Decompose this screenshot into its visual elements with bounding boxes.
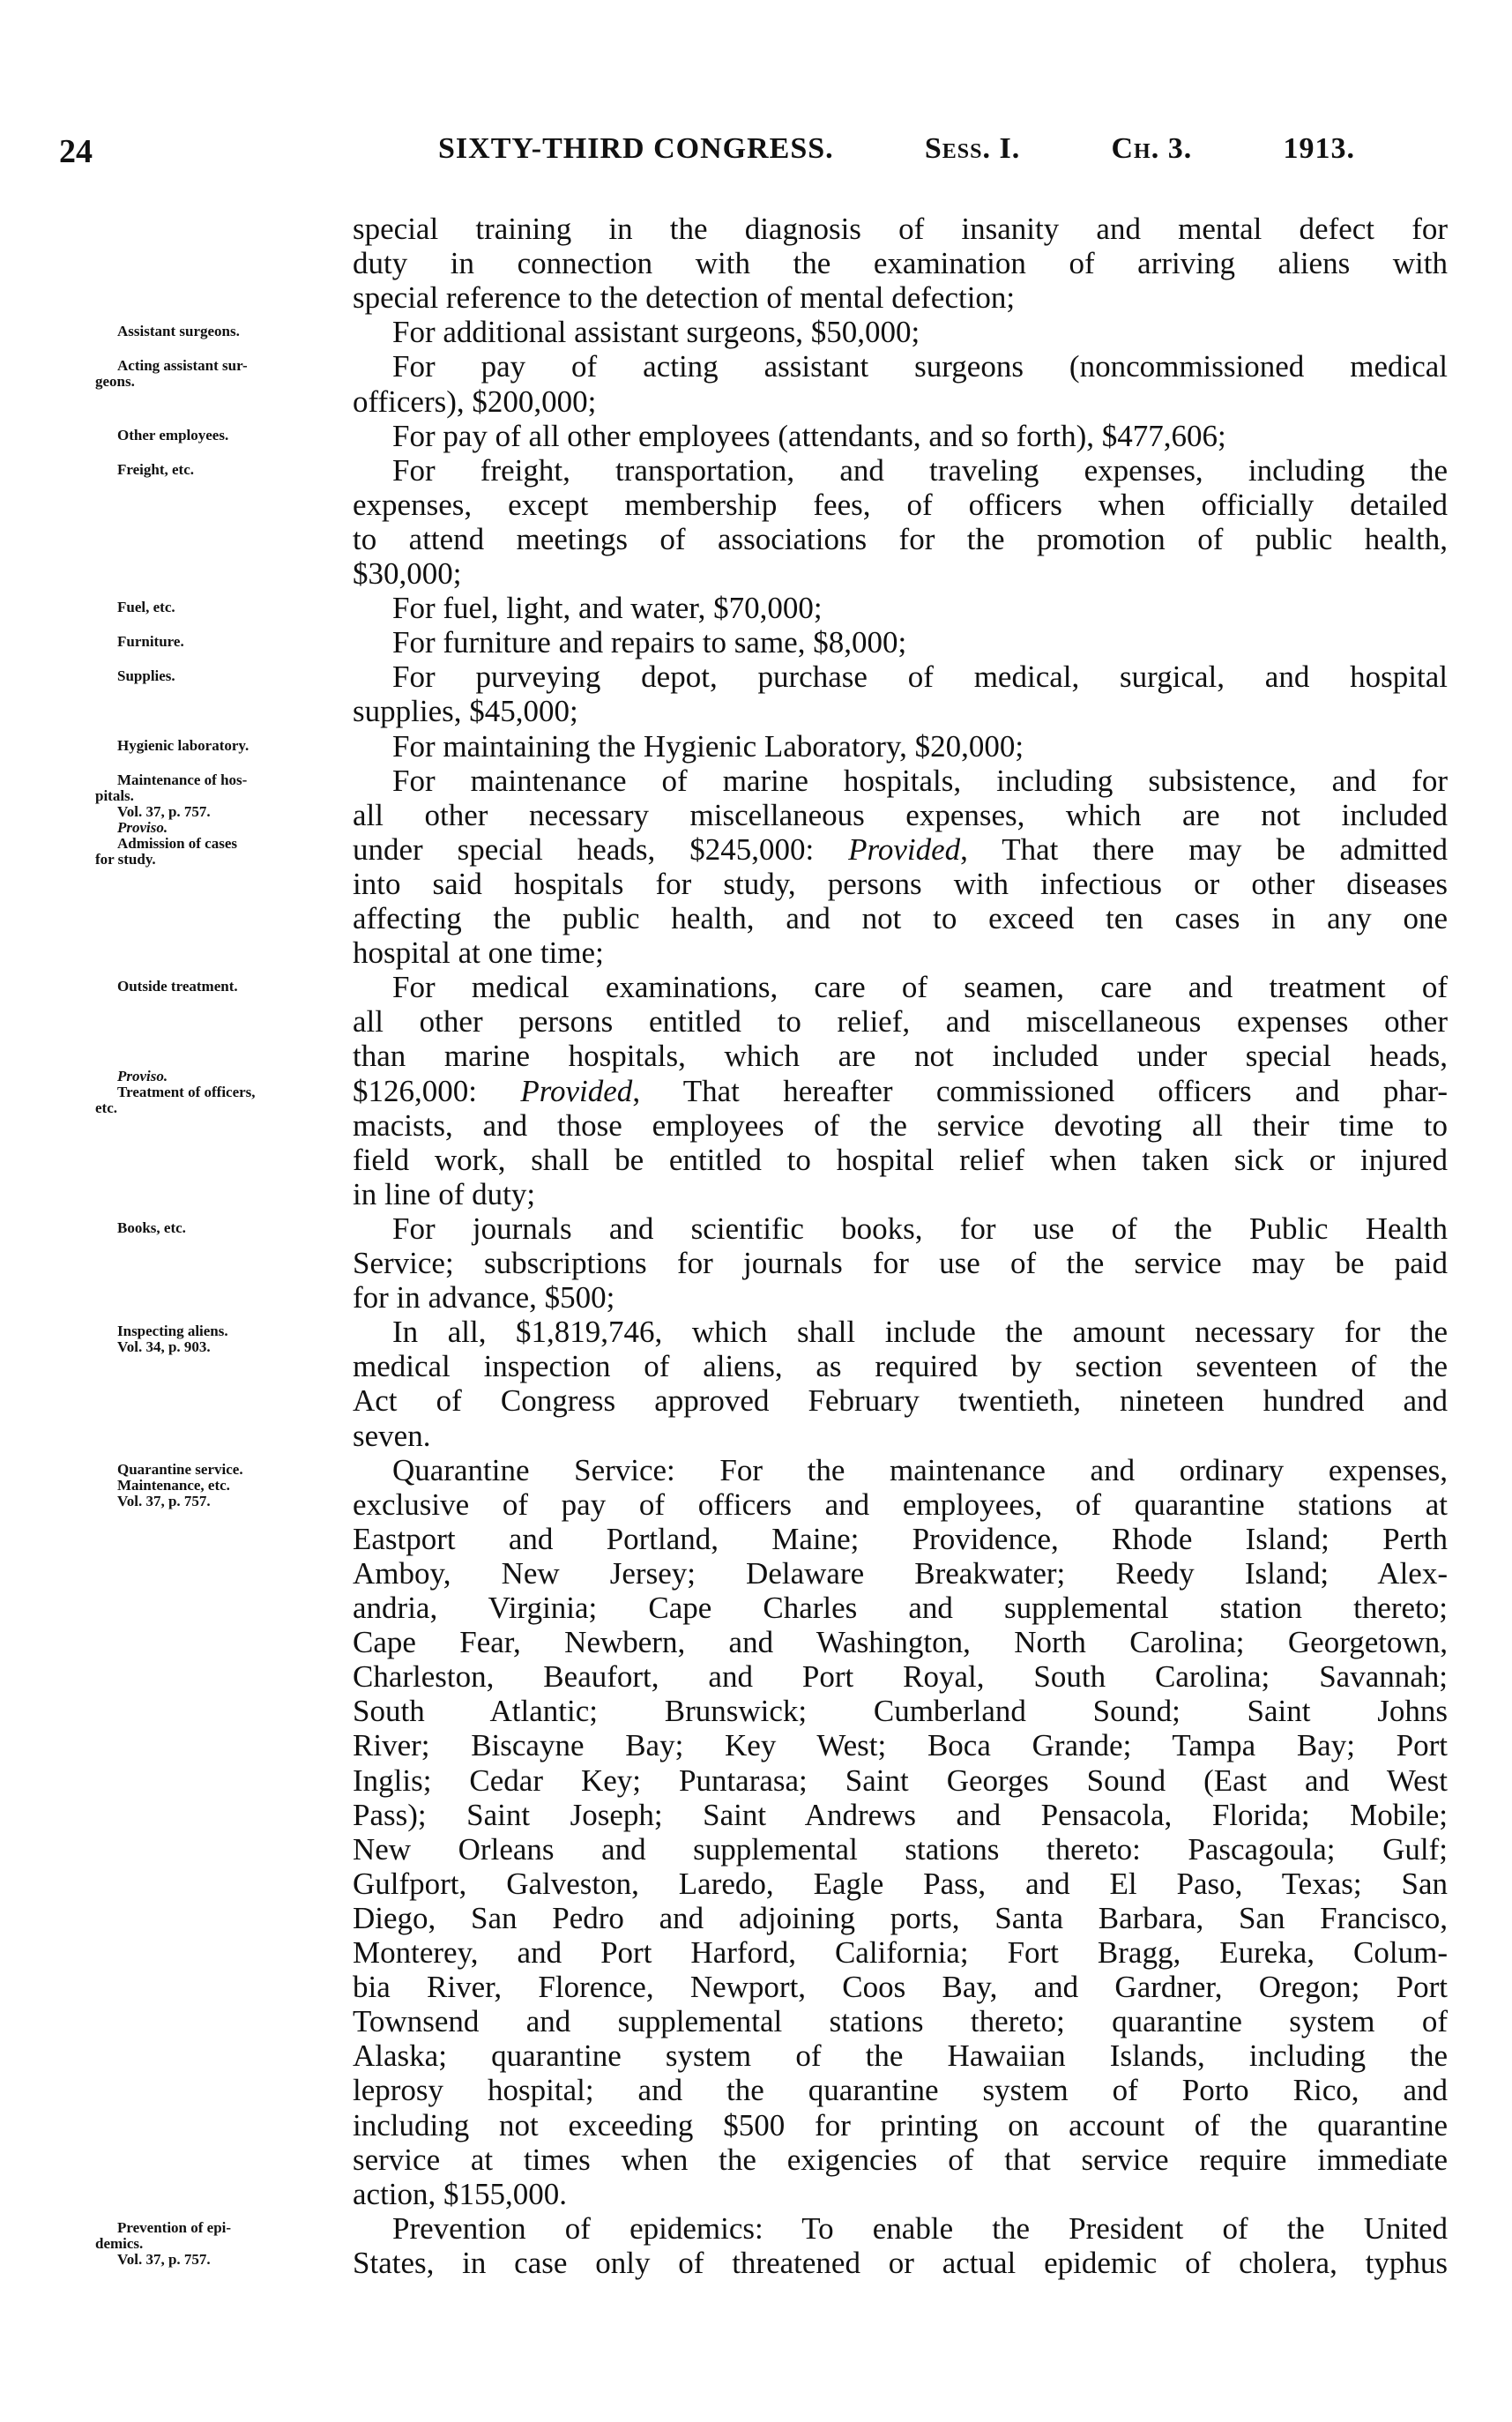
margin-note-line: Prevention of epi- [117, 2218, 232, 2236]
margin-note [88, 772, 247, 868]
text-line [353, 2073, 1448, 2107]
running-head-chapter: Ch. 3. [1111, 132, 1193, 165]
margin-note [88, 600, 175, 615]
margin-note-line: demics. [95, 2234, 144, 2252]
text-segment: For pay of acting assistant surgeons (noncommissioned medical [392, 349, 1448, 384]
text-segment: Amboy, New Jersey; Delaware Breakwater; Reedy Island; Alex- [353, 1555, 1448, 1591]
margin-note [88, 979, 238, 995]
text-line [392, 2211, 1448, 2246]
text-line [353, 1074, 1448, 1108]
text-segment: leprosy hospital; and the quarantine system of Porto Rico, and [353, 2073, 1448, 2108]
text-line [353, 280, 1448, 315]
text-line [353, 384, 1448, 419]
text-line [353, 2246, 1448, 2280]
text-segment: all other persons entitled to relief, and miscellaneous expenses other [353, 1004, 1448, 1040]
text-line [353, 1763, 1448, 1798]
italic-text: Provided [520, 1073, 633, 1108]
text-line [353, 1039, 1448, 1073]
margin-note-line: Proviso. [117, 818, 168, 836]
margin-note-line: Vol. 37, p. 757. [117, 1492, 211, 1509]
text-segment: into said hospitals for study, persons with infectious or other diseases [353, 866, 1448, 901]
text-segment: Pass); Saint Joseph; Saint Andrews and Pensacola, Florida; Mobile; [353, 1797, 1448, 1832]
margin-note-line: Proviso. [117, 1067, 168, 1084]
text-line [353, 1246, 1448, 1280]
text-segment: $30,000; [353, 556, 462, 591]
text-segment: For pay of all other employees (attendants, and so forth), $477,606; [392, 418, 1226, 453]
text-segment: For maintenance of marine hospitals, including subsistence, and for [392, 763, 1448, 798]
text-segment: Townsend and supplemental stations thereto; quarantine system of [353, 2004, 1448, 2039]
text-line [353, 1728, 1448, 1762]
text-line [353, 488, 1448, 522]
text-segment: macists, and those employees of the service devoting all their time to [353, 1107, 1448, 1143]
text-segment: duty in connection with the examination of arriving aliens with [353, 246, 1448, 281]
text-line [353, 798, 1448, 832]
margin-note-line: Maintenance, etc. [117, 1476, 230, 1494]
text-segment: medical inspection of aliens, as required by section seventeen of the [353, 1349, 1448, 1384]
text-line [353, 1108, 1448, 1143]
running-head-session: Sess. I. [924, 132, 1021, 165]
text-segment: Inglis; Cedar Key; Puntarasa; Saint Georges Sound (East and West [353, 1762, 1448, 1798]
margin-note [88, 1462, 243, 1509]
text-segment: States, in case only of threatened or actual epidemic of cholera, typhus [353, 2245, 1448, 2280]
text-segment: Cape Fear, Newbern, and Washington, North Carolina; Georgetown, [353, 1625, 1448, 1660]
text-line [353, 832, 1448, 867]
text-segment: For medical examinations, care of seamen, care and treatment of [392, 970, 1448, 1005]
margin-note-line: Inspecting aliens. [117, 1323, 228, 1340]
text-line [353, 2108, 1448, 2143]
text-line [392, 660, 1448, 694]
margin-note-line: Acting assistant sur- [117, 357, 248, 375]
text-segment: including not exceeding $500 for printing on account of the quarantine [353, 2107, 1448, 2143]
text-line [353, 1694, 1448, 1728]
text-segment: andria, Virginia; Cape Charles and supplemental station thereto; [353, 1591, 1448, 1625]
text-line [353, 1591, 1448, 1625]
text-line [353, 1522, 1448, 1556]
margin-note-line: Fuel, etc. [117, 599, 175, 616]
text-segment: South Atlantic; Brunswick; Cumberland Sound; Saint Johns [353, 1694, 1448, 1729]
text-segment: For maintaining the Hygienic Laboratory, $20,000; [392, 728, 1024, 764]
text-segment: Charleston, Beaufort, and Port Royal, South Carolina; Savannah; [353, 1659, 1448, 1695]
margin-note-line: Other employees. [117, 426, 229, 443]
text-line [353, 1970, 1448, 2004]
text-segment: supplies, $45,000; [353, 694, 578, 729]
text-line [353, 1798, 1448, 1832]
margin-note-line: Hygienic laboratory. [117, 736, 250, 754]
text-line [353, 867, 1448, 901]
margin-note [88, 428, 228, 443]
margin-note-line: for study. [95, 850, 156, 868]
margin-note-line: Admission of cases [117, 834, 238, 852]
text-segment: expenses, except membership fees, of officers when officially detailed [353, 487, 1448, 522]
text-segment: special reference to the detection of mental defection; [353, 280, 1016, 316]
text-segment: affecting the public health, and not to exceed ten cases in any one [353, 901, 1448, 935]
text-segment: Prevention of epidemics: To enable the President of the United [392, 2210, 1448, 2246]
text-segment: all other necessary miscellaneous expenses, which are not included [353, 797, 1448, 832]
running-head [438, 132, 1355, 166]
text-line [353, 901, 1448, 935]
margin-note [88, 738, 249, 754]
margin-note [88, 668, 175, 684]
text-segment: to attend meetings of associations for the promotion of public health, [353, 521, 1448, 556]
text-line [353, 1004, 1448, 1039]
text-segment: service at times when the exigencies of that service require immediate [353, 2142, 1448, 2177]
text-line [392, 349, 1448, 384]
text-segment: New Orleans and supplemental stations thereto: Pascagoula; Gulf; [353, 1831, 1448, 1867]
text-segment: Diego, San Pedro and adjoining ports, Santa Barbara, San Francisco, [353, 1900, 1448, 1935]
text-line [392, 315, 1448, 349]
text-segment: Service; subscriptions for journals for use of the service may be paid [353, 1246, 1448, 1280]
text-segment: Monterey, and Port Harford, California; Fort Bragg, Eureka, Colum- [353, 1935, 1448, 1970]
text-segment: action, $155,000. [353, 2176, 568, 2211]
text-line [353, 1419, 1448, 1453]
text-segment: Quarantine Service: For the maintenance and ordinary expenses, [392, 1452, 1448, 1487]
margin-note-line: Treatment of officers, [117, 1083, 256, 1100]
margin-note [88, 324, 240, 339]
text-line [353, 212, 1448, 246]
text-segment: Eastport and Portland, Maine; Providence, Rhode Island; Perth [353, 1521, 1448, 1556]
margin-note-line: pitals. [95, 786, 134, 804]
text-line [353, 556, 1448, 591]
text-line [392, 419, 1448, 453]
text-line [392, 1453, 1448, 1487]
text-line [353, 1143, 1448, 1177]
text-line [392, 453, 1448, 488]
text-line [392, 1211, 1448, 1246]
text-line [353, 522, 1448, 556]
text-line [353, 1625, 1448, 1659]
text-line [353, 935, 1448, 970]
text-segment: hospital at one time; [353, 935, 604, 971]
margin-note-line: Maintenance of hos- [117, 771, 248, 788]
margin-note-line: Vol. 37, p. 757. [117, 2250, 211, 2268]
text-line [353, 246, 1448, 280]
text-line [353, 694, 1448, 728]
text-segment: for in advance, $500; [353, 1280, 615, 1315]
text-line [392, 625, 1448, 660]
text-segment: exclusive of pay of officers and employees, of quarantine stations at [353, 1487, 1448, 1522]
text-line [353, 1901, 1448, 1935]
text-segment: Act of Congress approved February twentieth, nineteen hundred and [353, 1383, 1448, 1419]
text-segment: In all, $1,819,746, which shall include the amount necessary for the [392, 1315, 1448, 1350]
text-line [353, 2038, 1448, 2073]
margin-note-line: Vol. 34, p. 903. [117, 1338, 211, 1356]
text-line [353, 1383, 1448, 1418]
text-segment: seven. [353, 1418, 431, 1453]
text-segment: field work, shall be entitled to hospital relief when taken sick or injured [353, 1142, 1448, 1177]
margin-note [88, 2220, 231, 2268]
margin-note [88, 634, 184, 650]
text-segment: in line of duty; [353, 1176, 536, 1211]
margin-note [88, 1323, 228, 1355]
margin-note-line: etc. [95, 1099, 118, 1116]
text-line [353, 2177, 1448, 2211]
text-line [353, 2004, 1448, 2038]
text-segment: For purveying depot, purchase of medical, surgical, and hospital [392, 660, 1448, 695]
text-segment: For fuel, light, and water, $70,000; [392, 591, 823, 626]
margin-note-line: Books, etc. [117, 1218, 186, 1236]
text-segment: $126,000: [353, 1073, 521, 1108]
text-segment: officers), $200,000; [353, 384, 597, 419]
text-segment: under special heads, $245,000: [353, 831, 849, 867]
margin-note-line: Outside treatment. [117, 978, 238, 995]
italic-text: Provided [848, 831, 961, 867]
text-segment: , That hereafter commissioned officers and phar- [632, 1073, 1448, 1108]
text-line [353, 1487, 1448, 1522]
text-line [392, 729, 1448, 764]
text-line [353, 1556, 1448, 1591]
running-head-congress: SIXTY-THIRD CONGRESS. [438, 132, 834, 165]
text-line [353, 2143, 1448, 2177]
text-segment: For furniture and repairs to same, $8,000; [392, 625, 907, 660]
page-number: 24 [59, 133, 93, 170]
margin-note [88, 1069, 256, 1116]
text-line [392, 1315, 1448, 1349]
margin-note [88, 462, 194, 478]
text-segment: River; Biscayne Bay; Key West; Boca Grande; Tampa Bay; Port [353, 1728, 1448, 1763]
text-line [353, 1177, 1448, 1211]
text-line [353, 1280, 1448, 1315]
margin-note-line: Quarantine service. [117, 1460, 243, 1478]
text-segment: than marine hospitals, which are not included under special heads, [353, 1039, 1448, 1074]
text-line [353, 1935, 1448, 1970]
text-segment: bia River, Florence, Newport, Coos Bay, and Gardner, Oregon; Port [353, 1970, 1448, 2005]
margin-note-line: Assistant surgeons. [117, 323, 240, 340]
text-line [353, 1349, 1448, 1383]
text-line [392, 591, 1448, 625]
text-segment: For additional assistant surgeons, $50,000; [392, 315, 920, 350]
margin-note [88, 1220, 186, 1236]
margin-note-line: Furniture. [117, 633, 184, 651]
text-line [392, 970, 1448, 1004]
text-line [353, 1867, 1448, 1901]
text-segment: , That there may be admitted [960, 831, 1448, 867]
text-segment: Alaska; quarantine system of the Hawaiian Islands, including the [353, 2038, 1448, 2074]
text-segment: For freight, transportation, and traveling expenses, including the [392, 452, 1448, 488]
margin-note [88, 358, 248, 390]
margin-note-line: Vol. 37, p. 757. [117, 802, 211, 820]
text-segment: For journals and scientific books, for use of the Public Health [392, 1211, 1448, 1246]
running-head-year: 1913. [1283, 132, 1355, 165]
text-line [353, 1659, 1448, 1694]
margin-note-line: Freight, etc. [117, 460, 195, 478]
margin-note-line: Supplies. [117, 667, 175, 685]
text-segment: Gulfport, Galveston, Laredo, Eagle Pass, and El Paso, Texas; San [353, 1866, 1448, 1901]
margin-note-line: geons. [95, 373, 135, 391]
text-line [392, 764, 1448, 798]
text-line [353, 1832, 1448, 1867]
text-segment: special training in the diagnosis of insanity and mental defect for [353, 212, 1448, 246]
